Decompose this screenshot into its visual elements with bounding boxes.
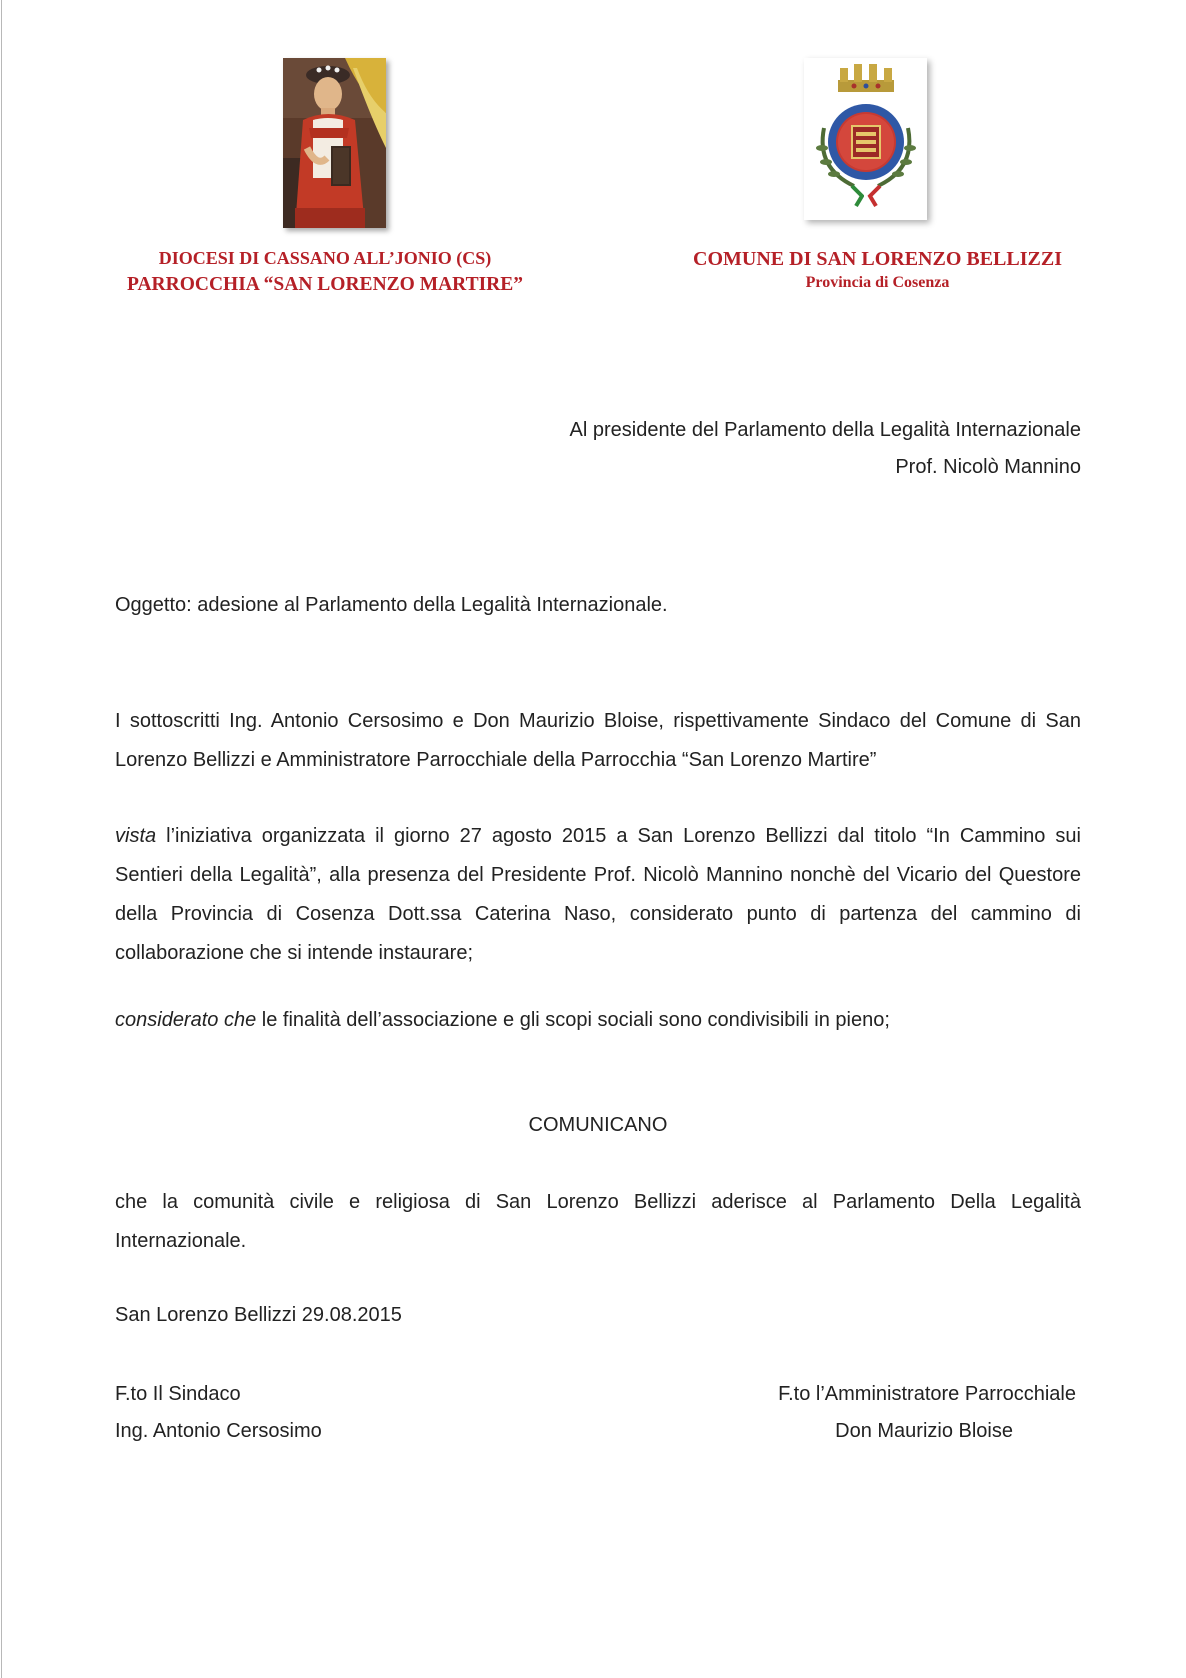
mayor-signature-name: Ing. Antonio Cersosimo xyxy=(115,1420,322,1442)
paragraph-vista xyxy=(115,817,1081,973)
recipient-line-2: Prof. Nicolò Mannino xyxy=(895,456,1081,478)
administrator-signature-name: Don Maurizio Bloise xyxy=(835,1420,1013,1442)
vista-text: l’iniziativa organizzata il giorno 27 agosto 2015 a San Lorenzo Bellizzi dal titolo “In Cammino sui Sentieri della Legalità”, alla presenza del Presidente Prof. Nicolò Mannino nonchè del Vicario del Questore della Provincia di Cosenza Dott.ssa Caterina Naso, considerato punto di partenza del cammino di collaborazione che si intende instaurare; xyxy=(115,825,1081,964)
considerato-text: le finalità dell’associazione e gli scopi sociali sono condivisibili in pieno; xyxy=(256,1009,890,1031)
subject-line: Oggetto: adesione al Parlamento della Legalità Internazionale. xyxy=(115,594,668,616)
paragraph-adesione: che la comunità civile e religiosa di San Lorenzo Bellizzi aderisce al Parlamento Della Legalità Internazionale. xyxy=(115,1191,1081,1252)
saint-statue-image xyxy=(283,58,386,228)
considerato-label: considerato che xyxy=(115,1009,257,1031)
paragraph-signatories: I sottoscritti Ing. Antonio Cersosimo e Don Maurizio Bloise, rispettivamente Sindaco del Comune di San Lorenzo Bellizzi e Amministratore Parrocchiale della Parrocchia “San Lorenzo Martire” xyxy=(115,710,1081,771)
parish-name: PARROCCHIA “SAN LORENZO MARTIRE” xyxy=(126,274,524,295)
paragraph-considerato xyxy=(115,1001,1081,1040)
mayor-signature-title: F.to Il Sindaco xyxy=(115,1383,241,1405)
comunicano-heading: COMUNICANO xyxy=(528,1114,668,1136)
municipality-name: COMUNE DI SAN LORENZO BELLIZZI xyxy=(693,248,1062,270)
diocese-name: DIOCESI DI CASSANO ALL’JONIO (CS) xyxy=(158,248,492,268)
page-edge-rule xyxy=(1,0,2,1678)
province-name: Provincia di Cosenza xyxy=(805,274,950,291)
vista-label: vista xyxy=(115,825,157,847)
municipal-crest-image xyxy=(804,58,927,220)
place-date: San Lorenzo Bellizzi 29.08.2015 xyxy=(115,1304,402,1326)
administrator-signature-title: F.to l’Amministratore Parrocchiale xyxy=(778,1383,1076,1405)
recipient-line-1: Al presidente del Parlamento della Legalità Internazionale xyxy=(569,419,1081,441)
